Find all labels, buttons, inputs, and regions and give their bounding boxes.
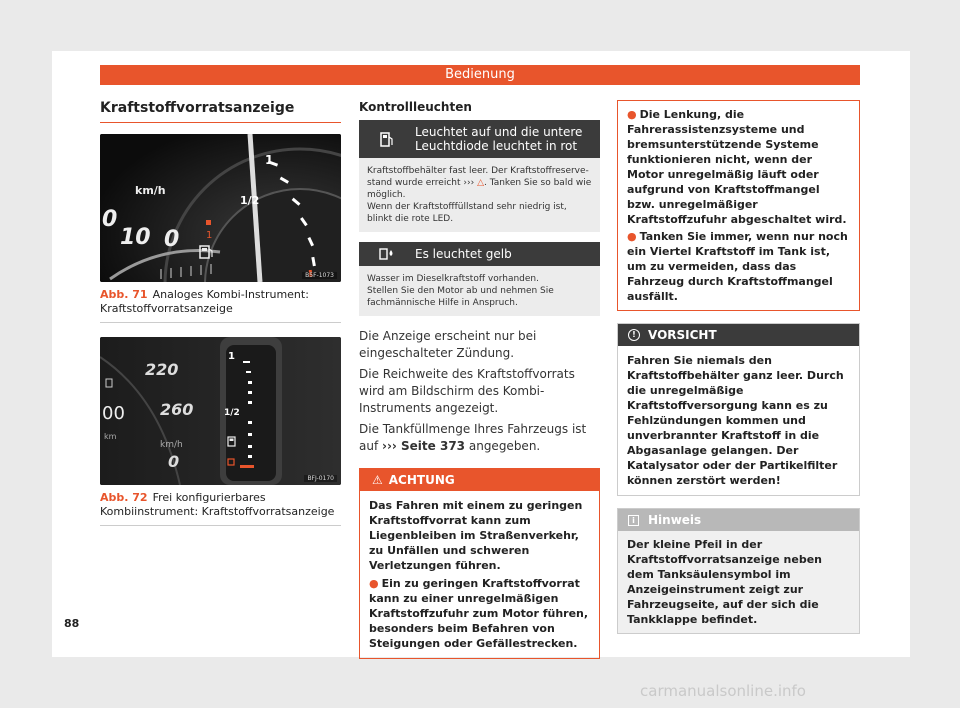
achtung-box xyxy=(359,468,600,659)
paragraph: Die Reichweite des Kraftstoffvorrats wird am Bildschirm des Kombi-Instruments angezeigt. xyxy=(359,367,575,415)
fuel-mark-full: 1 xyxy=(265,153,274,167)
lamp-text: Kraftstoffbehälter fast leer. Der Kraftstoffreserve-stand wurde erreicht ››› xyxy=(367,166,589,188)
lamp-header-text: Es leuchtet gelb xyxy=(415,247,512,261)
lamp-description xyxy=(359,158,600,232)
warning-triangle-icon: △ xyxy=(477,178,484,188)
figure-digital-display xyxy=(100,337,341,485)
figure-caption xyxy=(100,491,341,526)
watermark: carmanualsonline.info xyxy=(640,682,806,700)
page-reference-link[interactable]: ››› Seite 373 xyxy=(382,439,466,453)
column-middle xyxy=(359,100,600,659)
gauge-number-left: 0 xyxy=(102,207,118,232)
gauge-number-zero: 0 xyxy=(164,227,180,252)
bullet-icon: ● xyxy=(627,108,637,121)
paragraph xyxy=(359,421,600,455)
info-icon: i xyxy=(628,515,639,526)
figure-code: B5F-1073 xyxy=(302,272,337,279)
figure-caption-text: Analoges Kombi-Instrument: Kraftstoffvorratsanzeige xyxy=(100,288,309,315)
info-circle-icon: ! xyxy=(628,329,640,341)
bullet-icon: ● xyxy=(369,577,379,590)
vorsicht-text: Fahren Sie niemals den Kraftstoffbehälter ganz leer. Durch die unregelmäßige Kraftstoffversorgung kann es zu Fehlzündungen kommen und unverbrannter Kraftstoff in die Abgasanlage gelangen. Der Katalysator oder der Partikelfilter können zerstört werden! xyxy=(627,354,844,487)
figure-code: BFJ-0170 xyxy=(304,475,337,482)
analog-gauge-illustration xyxy=(100,134,341,282)
figure-label: Abb. 71 xyxy=(100,288,148,301)
lamp-text: . Tanken Sie so bald wie möglich. xyxy=(367,178,592,200)
lamp-header-yellow xyxy=(359,242,600,266)
achtung-bullet xyxy=(627,229,850,304)
hinweis-header xyxy=(618,509,859,531)
paragraph-text: Die Tankfüllmenge Ihres Fahrzeugs ist auf xyxy=(359,422,587,453)
vorsicht-header xyxy=(618,324,859,346)
figure-analog-gauge xyxy=(100,134,341,282)
fuel-warning-led xyxy=(206,220,211,225)
vorsicht-box xyxy=(617,323,860,496)
column-right xyxy=(617,100,860,634)
digital-display-illustration xyxy=(100,337,341,485)
achtung-header xyxy=(360,469,599,491)
speed-260: 260 xyxy=(160,400,194,419)
achtung-bullet-text: Tanken Sie immer, wenn nur noch ein Viertel Kraftstoff im Tank ist, um zu vermeiden, dass das Fahrzeug durch Kraftstoffmangel ausfällt. xyxy=(627,230,848,303)
section-header: Bedienung xyxy=(100,65,860,85)
achtung-bullet xyxy=(627,107,850,227)
figure-caption xyxy=(100,288,341,323)
svg-text:1: 1 xyxy=(206,230,213,241)
fuel-mark-half: 1/2 xyxy=(224,408,240,418)
vorsicht-title: VORSICHT xyxy=(648,328,717,342)
speed-unit: km/h xyxy=(160,440,183,450)
paragraph: Die Anzeige erscheint nur bei eingeschalteter Zündung. xyxy=(359,329,537,360)
lamp-header-red xyxy=(359,120,600,158)
fuel-mark-half: 1/2 xyxy=(240,194,260,207)
figure-label: Abb. 72 xyxy=(100,491,148,504)
achtung-bullet xyxy=(369,576,590,651)
lamp-text: Wasser im Dieselkraftstoff vorhanden. xyxy=(367,274,540,284)
achtung-continued-box xyxy=(617,100,860,311)
speed-zero: 0 xyxy=(168,452,180,471)
achtung-bullet-text: Ein zu geringen Kraftstoffvorrat kann zu einer unregelmäßigen Kraftstoffzufuhr zum Motor führen, besonders beim Befahren von Steigungen oder Gefällestrecken. xyxy=(369,577,589,650)
fuel-mark-full: 1 xyxy=(228,351,235,362)
gauge-unit: km/h xyxy=(135,184,166,197)
fuel-pump-icon xyxy=(359,131,415,147)
hinweis-text: Der kleine Pfeil in der Kraftstoffvorratsanzeige neben dem Tanksäulensymbol im Anzeigeinstrument zeigt zur Fahrzeugseite, auf der sich die Tankklappe befindet. xyxy=(618,531,859,633)
gauge-number-10: 10 xyxy=(120,225,151,250)
page-number: 88 xyxy=(64,617,80,630)
achtung-title: ACHTUNG xyxy=(388,473,455,487)
bullet-icon: ● xyxy=(627,230,637,243)
lamp-text: Wenn der Kraftstofffüllstand sehr niedrig ist, blinkt die rote LED. xyxy=(367,202,567,224)
column-left xyxy=(100,100,341,526)
water-in-fuel-icon xyxy=(359,247,415,261)
paragraph-text: angegeben. xyxy=(468,439,541,453)
lamp-text: Stellen Sie den Motor ab und nehmen Sie fachmännische Hilfe in Anspruch. xyxy=(367,286,554,308)
odometer-unit: km xyxy=(104,432,117,441)
red-reserve-led xyxy=(240,465,254,468)
odometer-value: 00 xyxy=(102,403,125,424)
hinweis-box xyxy=(617,508,860,634)
hinweis-title: Hinweis xyxy=(648,513,702,527)
figure-caption-text: Frei konfigurierbares Kombiinstrument: Kraftstoffvorratsanzeige xyxy=(100,491,335,518)
section-subtitle: Kontrollleuchten xyxy=(359,100,472,114)
achtung-text: Das Fahren mit einem zu geringen Kraftstoffvorrat kann zum Liegenbleiben im Straßenverkehr, zu Unfällen und schweren Verletzungen führen. xyxy=(369,499,583,572)
achtung-bullet-text: Die Lenkung, die Fahrerassistenzsysteme und bremsunterstützende Systeme funktionieren nicht, wenn der Motor unregelmäßig läuft oder aufgrund von Kraftstoffmangel bzw. unregelmäßiger Kraftstoffzufuhr abgeschaltet wird. xyxy=(627,108,847,226)
lamp-description xyxy=(359,266,600,316)
speed-220: 220 xyxy=(145,360,179,379)
achtung-body xyxy=(360,491,599,658)
warning-triangle-icon: ⚠ xyxy=(372,473,383,487)
section-title: Kraftstoffvorratsanzeige xyxy=(100,100,341,123)
lamp-header-text: Leuchtet auf und die untere Leuchtdiode leuchtet in rot xyxy=(415,125,583,153)
